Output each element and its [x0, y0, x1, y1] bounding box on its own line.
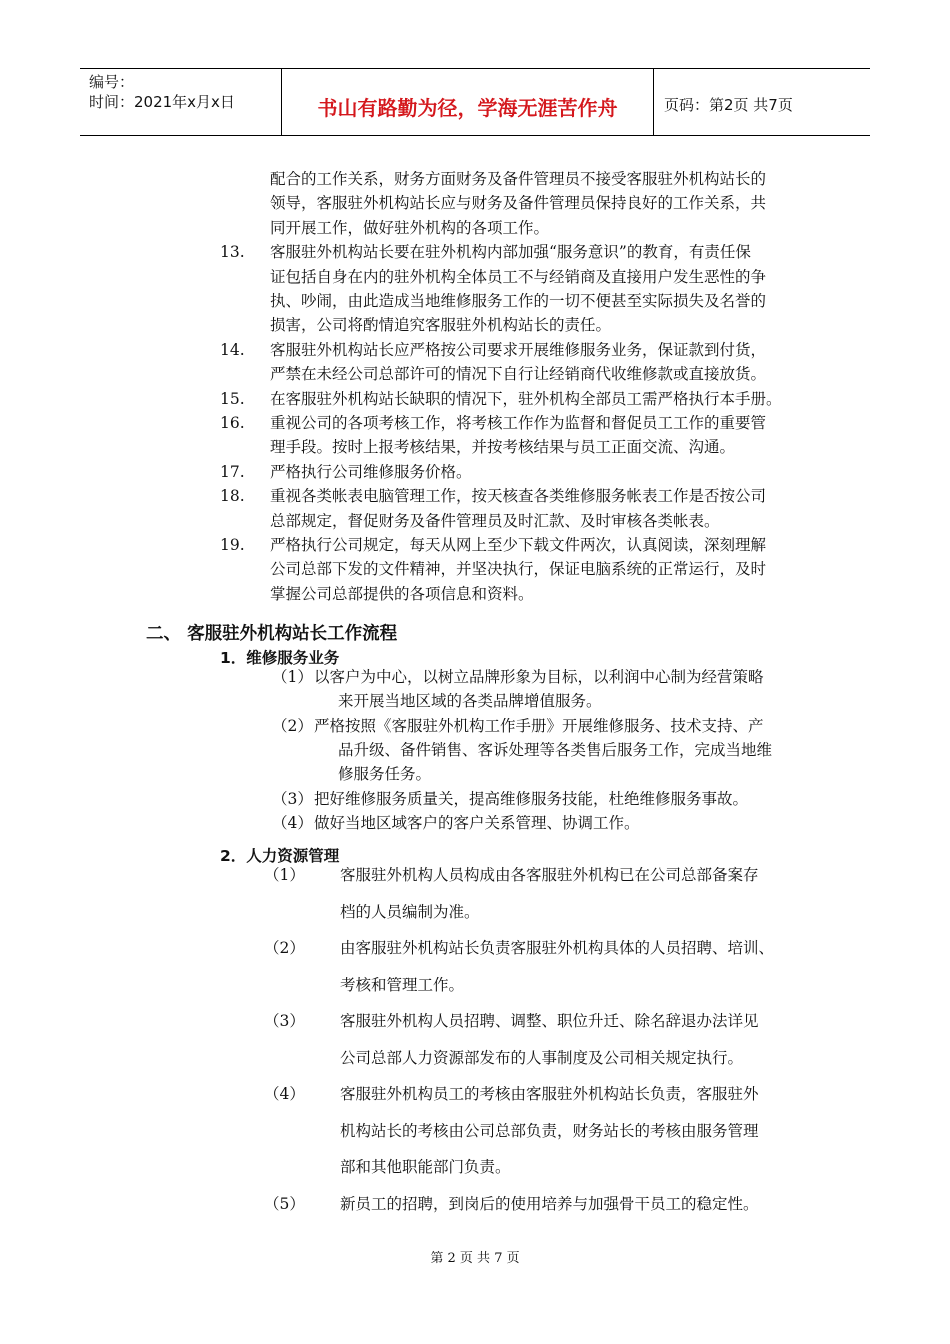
- paragraph-line: 损害，公司将酌情追究客服驻外机构站长的责任。: [270, 316, 612, 335]
- list-number: （2）: [264, 939, 305, 957]
- paragraph-line: 公司总部下发的文件精神，并坚决执行，保证电脑系统的正常运行，及时: [270, 560, 767, 579]
- paragraph-line: 公司总部人力资源部发布的人事制度及公司相关规定执行。: [340, 1048, 744, 1067]
- paragraph-line: 档的人员编制为准。: [340, 902, 480, 921]
- list-number: （1）: [272, 668, 313, 686]
- paragraph-line: 严禁在未经公司总部许可的情况下自行让经销商代收维修款或直接放货。: [270, 365, 767, 384]
- paragraph-line: 做好当地区域客户的客户关系管理、协调工作。: [314, 813, 640, 832]
- header-number: 编号：: [89, 73, 135, 91]
- paragraph-line: 领导，客服驻外机构站长应与财务及备件管理员保持良好的工作关系，共: [270, 194, 767, 213]
- paragraph-line: 理手段。按时上报考核结果，并按考核结果与员工正面交流、沟通。: [270, 438, 736, 457]
- paragraph-line: 掌握公司总部提供的各项信息和资料。: [270, 584, 534, 603]
- paragraph-line: 客服驻外机构人员招聘、调整、职位升迁、除名辞退办法详见: [340, 1012, 759, 1030]
- paragraph-line: 来开展当地区域的各类品牌增值服务。: [338, 692, 602, 711]
- paragraph-line: 客服驻外机构人员构成由各客服驻外机构已在公司总部备案存: [340, 866, 759, 884]
- list-number: （3）: [272, 789, 313, 808]
- page-header: [80, 68, 870, 136]
- paragraph-line: 客服驻外机构站长应严格按公司要求开展维修服务业务，保证款到付货，: [270, 340, 767, 359]
- header-meta: [80, 69, 282, 135]
- list-number: 18.: [220, 487, 245, 506]
- list-number: （3）: [264, 1012, 305, 1030]
- paragraph-line: 新员工的招聘，到岗后的使用培养与加强骨干员工的稳定性。: [340, 1194, 759, 1213]
- paragraph-line: 总部规定，督促财务及备件管理员及时汇款、及时审核各类帐表。: [270, 511, 720, 530]
- paragraph-line: 考核和管理工作。: [340, 975, 465, 994]
- paragraph-line: 严格按照《客服驻外机构工作手册》开展维修服务、技术支持、产: [314, 716, 764, 735]
- paragraph-line: 严格执行公司规定，每天从网上至少下载文件两次，认真阅读，深刻理解: [270, 536, 767, 554]
- list-number: 13.: [220, 243, 245, 262]
- list-number: 14.: [220, 340, 245, 359]
- paragraph-line: 同开展工作，做好驻外机构的各项工作。: [270, 218, 550, 237]
- header-page-info: 页码：第2页 共7页: [664, 95, 793, 114]
- paragraph-line: 重视公司的各项考核工作，将考核工作作为监督和督促员工工作的重要管: [270, 414, 767, 432]
- list-number: 16.: [220, 414, 245, 432]
- paragraph-line: 由客服驻外机构站长负责客服驻外机构具体的人员招聘、培训、: [340, 939, 775, 957]
- paragraph-line: 修服务任务。: [338, 765, 432, 784]
- list-number: （1）: [264, 866, 305, 884]
- list-number: （2）: [272, 716, 313, 735]
- paragraph-line: 严格执行公司维修服务价格。: [270, 462, 472, 481]
- list-number: 19.: [220, 536, 245, 554]
- list-number: 15.: [220, 389, 245, 408]
- paragraph-line: 部和其他职能部门负责。: [340, 1158, 511, 1176]
- subsection-heading: 1．维修服务业务: [220, 649, 340, 667]
- paragraph-line: 客服驻外机构员工的考核由客服驻外机构站长负责，客服驻外: [340, 1085, 759, 1103]
- list-number: （4）: [272, 813, 313, 832]
- paragraph-line: 证包括自身在内的驻外机构全体员工不与经销商及直接用户发生恶性的争: [270, 267, 767, 286]
- paragraph-line: 把好维修服务质量关，提高维修服务技能，杜绝维修服务事故。: [314, 789, 749, 808]
- paragraph-line: 执、吵闹，由此造成当地维修服务工作的一切不便甚至实际损失及名誉的: [270, 292, 767, 310]
- paragraph-line: 品升级、备件销售、客诉处理等各类售后服务工作，完成当地维: [338, 740, 773, 759]
- page-footer: 第 2 页 共 7 页: [430, 1251, 520, 1266]
- paragraph-line: 在客服驻外机构站长缺职的情况下，驻外机构全部员工需严格执行本手册。: [270, 389, 782, 408]
- list-number: （4）: [264, 1085, 305, 1103]
- list-number: （5）: [264, 1194, 305, 1213]
- paragraph-line: 重视各类帐表电脑管理工作，按天核查各类维修服务帐表工作是否按公司: [270, 487, 767, 506]
- list-number: 17.: [220, 462, 245, 481]
- section-heading: 二、 客服驻外机构站长工作流程: [146, 624, 398, 644]
- header-time: 时间：2021年x月x日: [89, 93, 235, 111]
- header-motto: 书山有路勤为径，学海无涯苦作舟: [282, 69, 654, 135]
- paragraph-line: 机构站长的考核由公司总部负责，财务站长的考核由服务管理: [340, 1121, 759, 1140]
- paragraph-line: 以客户为中心，以树立品牌形象为目标，以利润中心制为经营策略: [314, 668, 764, 686]
- subsection-heading: 2．人力资源管理: [220, 847, 340, 865]
- paragraph-line: 客服驻外机构站长要在驻外机构内部加强“服务意识”的教育，有责任保: [270, 243, 751, 262]
- paragraph-line: 配合的工作关系，财务方面财务及备件管理员不接受客服驻外机构站长的: [270, 170, 767, 188]
